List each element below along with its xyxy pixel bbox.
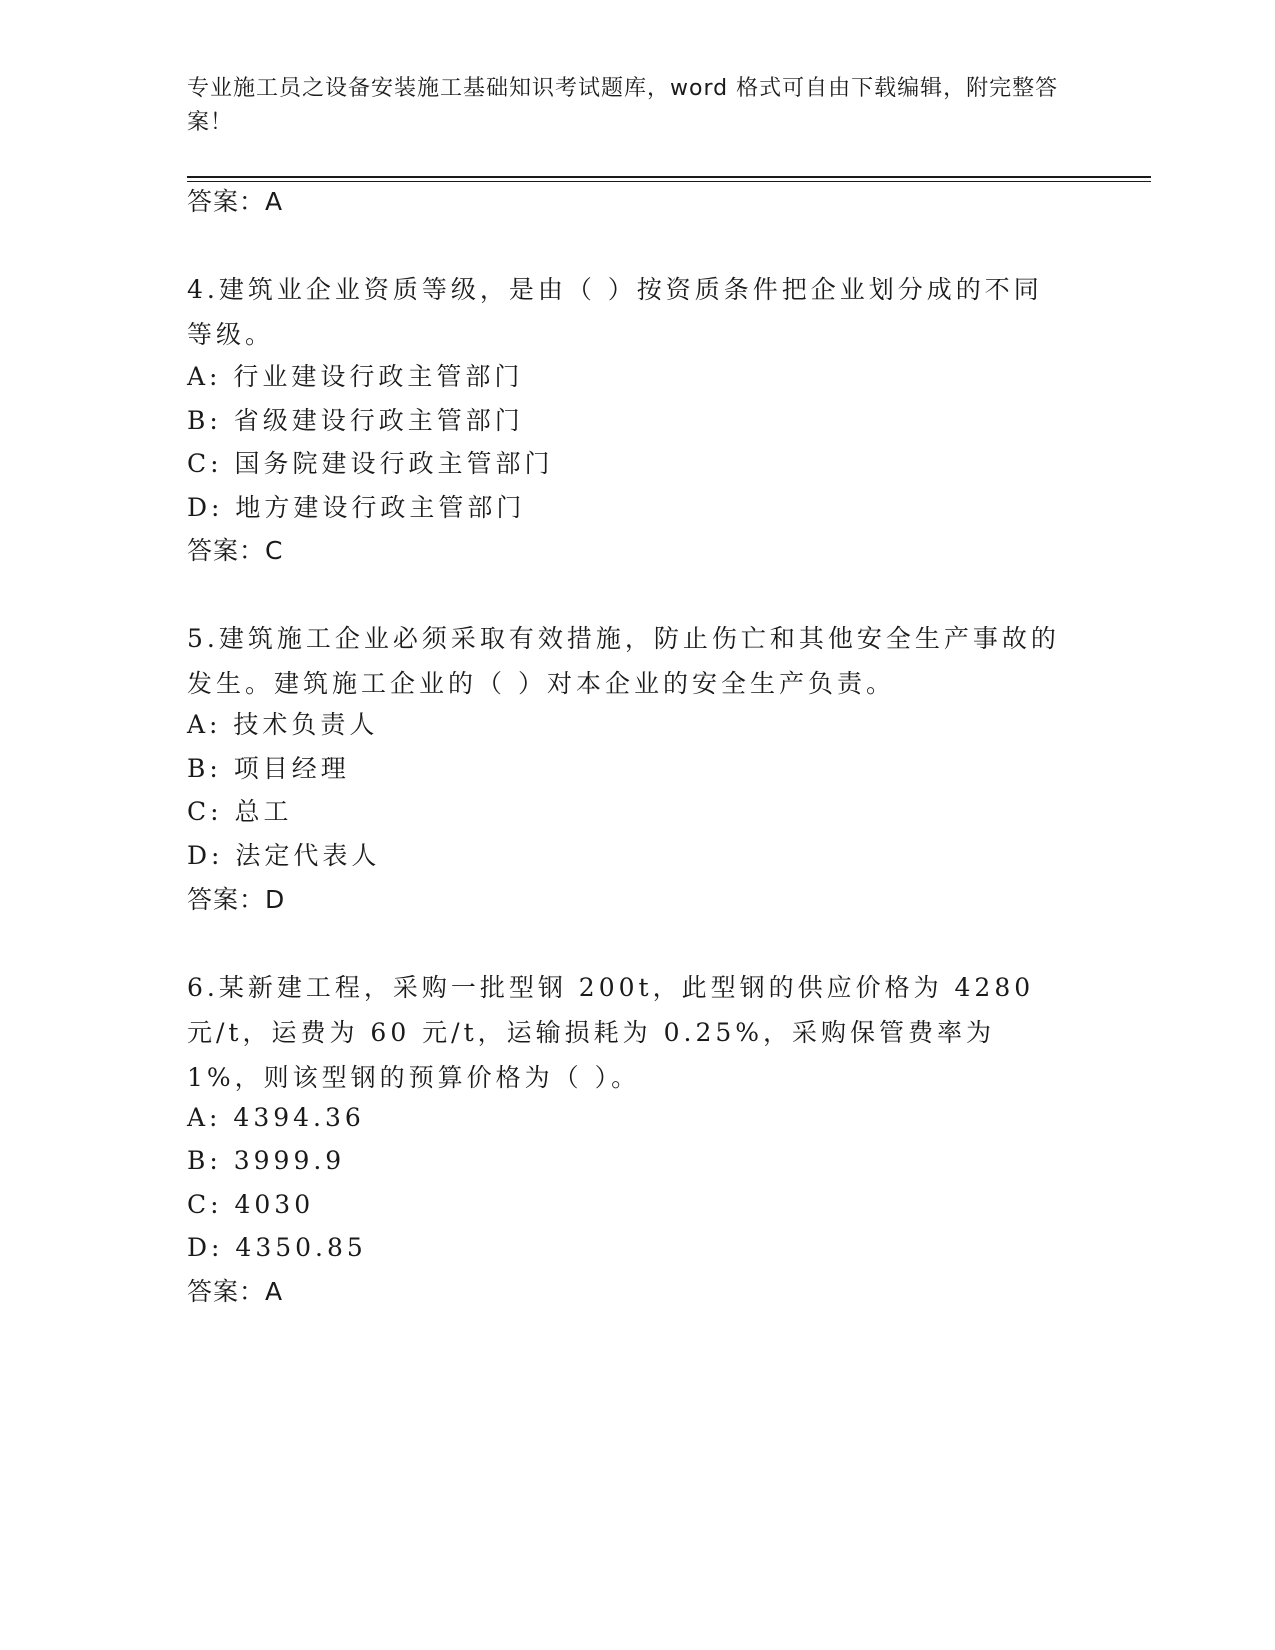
question-answer xyxy=(187,884,285,916)
answer-label: 答案： xyxy=(187,187,266,216)
option-a: A: 行业建设行政主管部门 xyxy=(187,362,524,391)
answer-label: 答案： xyxy=(187,885,266,914)
option-a: A: 4394.36 xyxy=(187,1103,365,1132)
question-stem: 6.某新建工程，采购一批型钢 200t，此型钢的供应价格为 4280 元/t，运费为 60 元/t，运输损耗为 0.25%，采购保管费率为 1%，则该型钢的预算价格为（ ）。 xyxy=(187,973,1035,1092)
previous-answer xyxy=(187,186,283,218)
answer-value: A xyxy=(265,1277,284,1306)
option-b: B: 省级建设行政主管部门 xyxy=(187,406,524,435)
answer-label: 答案： xyxy=(187,536,266,565)
answer-value: C xyxy=(265,536,284,565)
option-c: C: 4030 xyxy=(187,1190,315,1219)
question-stem: 5.建筑施工企业必须采取有效措施，防止伤亡和其他安全生产事故的发生。建筑施工企业的（ ）对本企业的安全生产负责。 xyxy=(187,624,1060,698)
option-d: D: 法定代表人 xyxy=(187,841,381,870)
header-divider xyxy=(187,176,1151,178)
question-answer xyxy=(187,535,283,567)
option-d: D: 地方建设行政主管部门 xyxy=(187,493,526,522)
option-b: B: 3999.9 xyxy=(187,1146,346,1175)
option-c: C: 国务院建设行政主管部门 xyxy=(187,449,554,478)
header-divider-thin xyxy=(187,181,1151,182)
option-d: D: 4350.85 xyxy=(187,1233,367,1262)
answer-value: D xyxy=(265,885,286,914)
option-b: B: 项目经理 xyxy=(187,754,350,783)
option-a: A: 技术负责人 xyxy=(187,710,379,739)
document-header: 专业施工员之设备安装施工基础知识考试题库，word 格式可自由下载编辑，附完整答案！ xyxy=(187,76,1059,135)
answer-value: A xyxy=(265,187,284,216)
answer-label: 答案： xyxy=(187,1277,266,1306)
option-c: C: 总工 xyxy=(187,797,293,826)
question-answer xyxy=(187,1276,283,1308)
question-stem: 4.建筑业企业资质等级，是由（ ）按资质条件把企业划分成的不同等级。 xyxy=(187,275,1043,349)
